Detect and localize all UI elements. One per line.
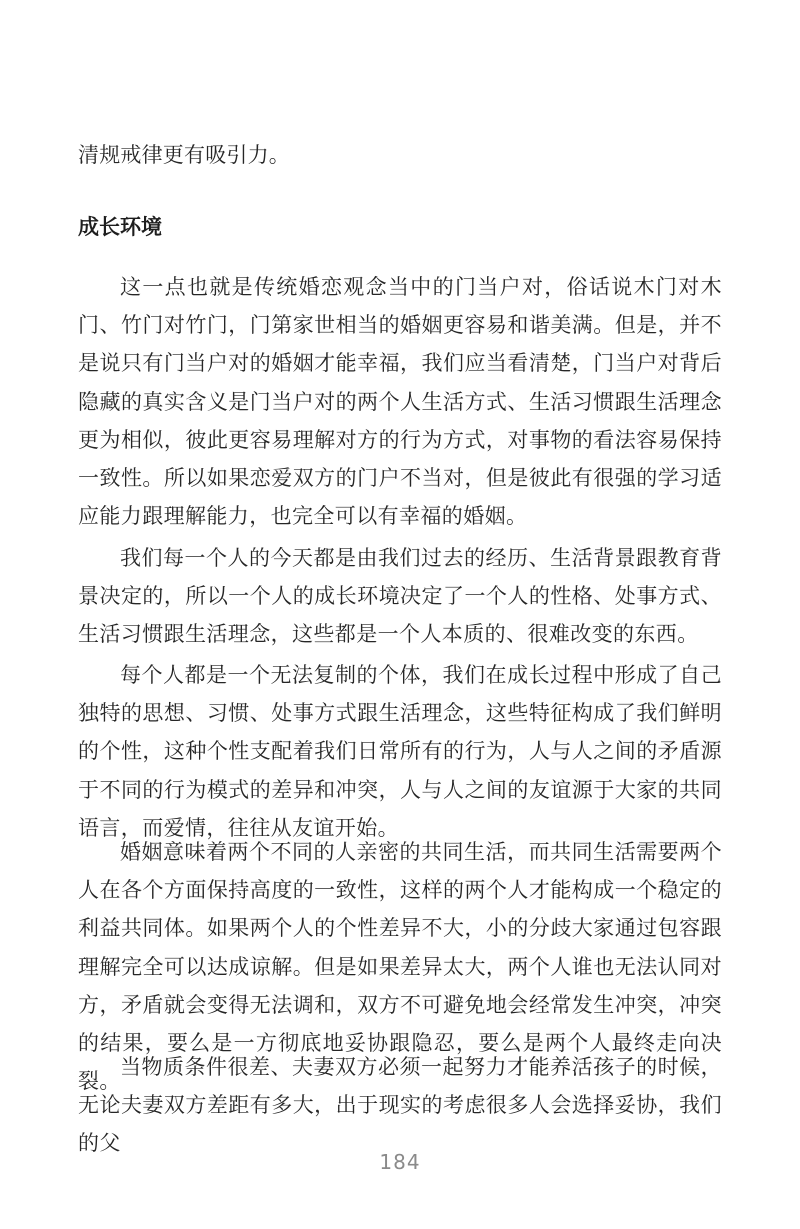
section-heading: 成长环境 <box>78 215 162 239</box>
carryover-text-line: 清规戒律更有吸引力。 <box>78 143 290 167</box>
paragraph-1: 这一点也就是传统婚恋观念当中的门当户对，俗话说木门对木门、竹门对竹门，门第家世相当的婚姻更容易和谐美满。但是，并不是说只有门当户对的婚姻才能幸福，我们应当看清楚，门当户对背后隐藏的真实含义是门当户对的两个人生活方式、生活习惯跟生活理念更为相似，彼此更容易理解对方的行为方式，对事物的看法容易保持一致性。所以如果恋爱双方的门户不当对，但是彼此有很强的学习适应能力跟理解能力，也完全可以有幸福的婚姻。 <box>78 275 722 529</box>
paragraph-3: 每个人都是一个无法复制的个体，我们在成长过程中形成了自己独特的思想、习惯、处事方式跟生活理念，这些特征构成了我们鲜明的个性，这种个性支配着我们日常所有的行为，人与人之间的矛盾源于不同的行为模式的差异和冲突，人与人之间的友谊源于大家的共同语言，而爱情，往往从友谊开始。 <box>78 663 722 840</box>
page-number: 184 <box>379 1150 421 1174</box>
paragraph-2: 我们每一个人的今天都是由我们过去的经历、生活背景跟教育背景决定的，所以一个人的成长环境决定了一个人的性格、处事方式、生活习惯跟生活理念，这些都是一个人本质的、很难改变的东西。 <box>78 546 722 647</box>
paragraph-5: 当物质条件很差、夫妻双方必须一起努力才能养活孩子的时候，无论夫妻双方差距有多大，出于现实的考虑很多人会选择妥协，我们的父 <box>78 1055 722 1156</box>
paragraph-4: 婚姻意味着两个不同的人亲密的共同生活，而共同生活需要两个人在各个方面保持高度的一致性，这样的两个人才能构成一个稳定的利益共同体。如果两个人的个性差异不大，小的分歧大家通过包容跟理解完全可以达成谅解。但是如果差异太大，两个人谁也无法认同对方，矛盾就会变得无法调和，双方不可避免地会经常发生冲突，冲突的结果，要么是一方彻底地妥协跟隐忍，要么是两个人最终走向决裂。 <box>78 840 722 1094</box>
